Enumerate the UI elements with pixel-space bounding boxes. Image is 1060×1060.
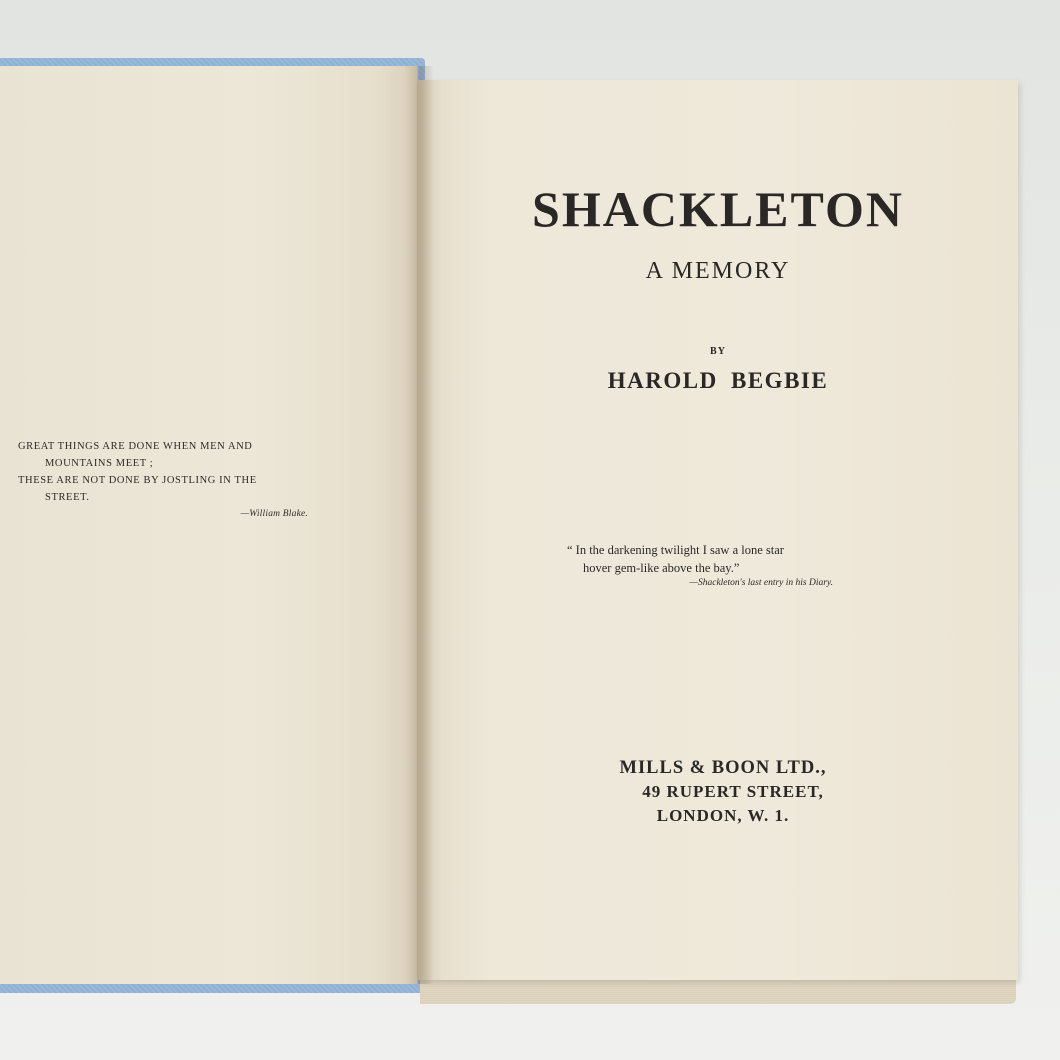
book-subtitle: A MEMORY	[645, 258, 791, 284]
quote-line-2: hover gem-like above the bay.”	[583, 561, 740, 575]
epigraph-attribution: —William Blake.	[240, 509, 308, 519]
quote-line-1: “ In the darkening twilight I saw a lone star	[567, 543, 784, 557]
epigraph-line-1: GREAT THINGS ARE DONE WHEN MEN AND	[18, 441, 253, 452]
left-page	[0, 66, 418, 984]
by-label: BY	[710, 346, 726, 357]
diary-quote	[567, 541, 837, 592]
author-name: HAROLD BEGBIE	[607, 368, 829, 393]
epigraph-line-2: MOUNTAINS MEET ;	[45, 458, 154, 469]
blake-epigraph	[18, 438, 338, 523]
epigraph-line-4: STREET.	[45, 492, 90, 503]
page-block-edge	[420, 978, 1016, 1004]
book-title: SHACKLETON	[532, 181, 904, 237]
publisher-imprint	[418, 756, 1018, 828]
quote-attribution: —Shackleton's last entry in his Diary.	[689, 578, 833, 588]
publisher-city: LONDON, W. 1.	[656, 806, 790, 825]
epigraph-line-3: THESE ARE NOT DONE BY JOSTLING IN THE	[18, 475, 257, 486]
publisher-name: MILLS & BOON LTD.,	[619, 758, 827, 778]
publisher-street: 49 RUPERT STREET,	[642, 782, 824, 801]
